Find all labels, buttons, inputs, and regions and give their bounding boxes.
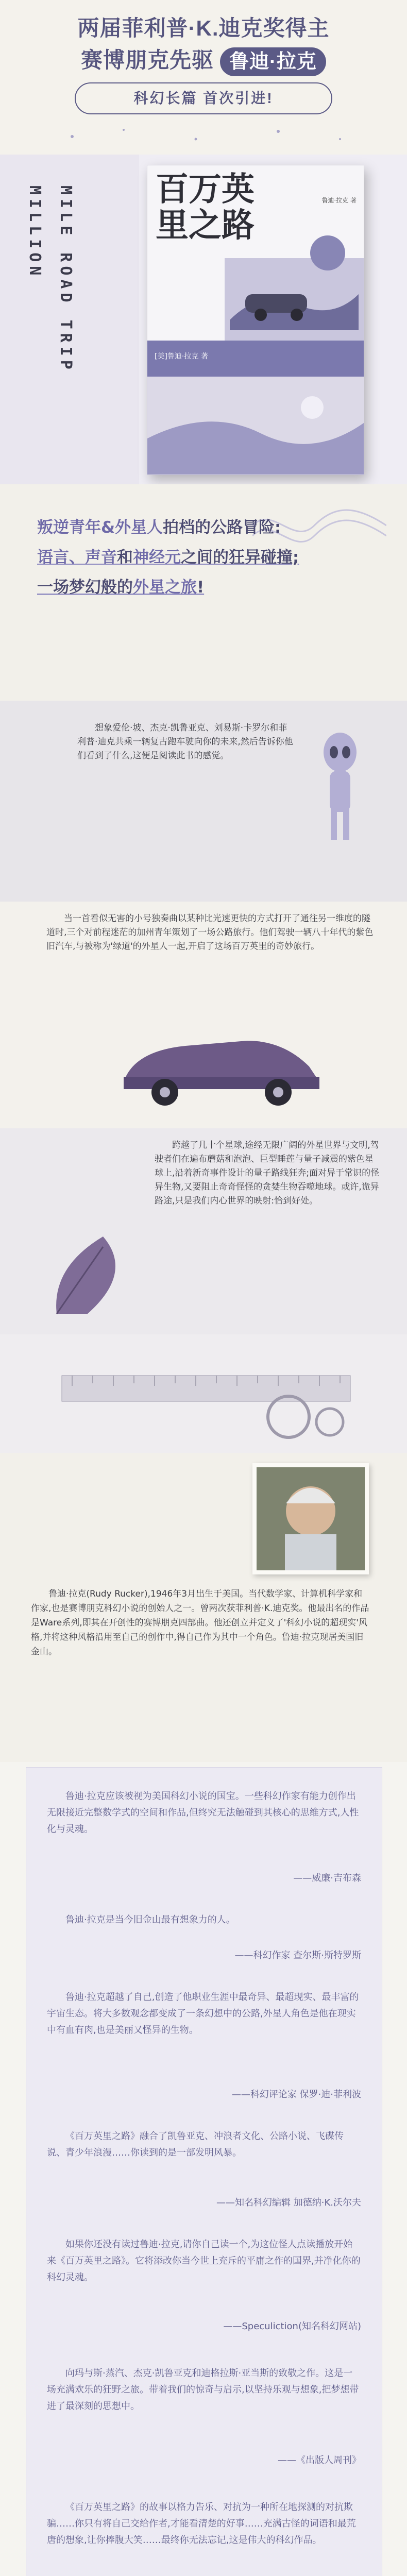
intro-line-1 bbox=[37, 513, 377, 543]
intro-alien-trip: 外星之旅 bbox=[133, 578, 197, 597]
intro-line-3 bbox=[37, 572, 377, 602]
header-banner bbox=[0, 0, 407, 155]
planets-section bbox=[0, 1128, 407, 1334]
author-photo bbox=[252, 1463, 369, 1574]
story-text: 当一首看似无害的小号独奏曲以某种比光速更快的方式打开了通往另一维度的隧道时,三个对前程迷茫的加州青年策划了一场公路旅行。他们驾驶一辆八十年代的紫色旧汽车,与被称为'绿道'的外星人一起,开启了这场百万英里的奇妙旅行。 bbox=[46, 913, 374, 952]
headline-award: 两届菲利普·K.迪克奖得主 bbox=[77, 16, 330, 40]
vintage-car-icon bbox=[113, 1010, 330, 1113]
intro-line-2-rest: 之间的狂异碰撞; bbox=[181, 548, 299, 567]
story-section bbox=[0, 902, 407, 1128]
book-cover-strip bbox=[147, 341, 364, 377]
intro-line-3-end: ! bbox=[197, 578, 205, 597]
review-3-text: 鲁迪·拉克超越了自己,创造了他职业生涯中最奇异、最超现实、最丰富的宇宙生态。将大多数观念都变成了一条幻想中的公路,外星人角色是他在现实中有血有肉,也是美丽又怪异的生物。 bbox=[47, 1992, 359, 2036]
book-cover[interactable] bbox=[147, 165, 364, 475]
author-bio: 鲁迪·拉克(Rudy Rucker),1946年3月出生于美国。当代数学家、计算机科学家和作家,也是赛博朋克科幻小说的创始人之一。曾两次获菲利普·K.迪克奖。他最出名的作品是Ware系列,即其在开创性的赛博朋克四部曲。他还创立并定义了'科幻小说的超现实'风格,并将这种风格沿用至自己的创作中,得自己作为其中一个角色。鲁迪·拉克现居美国旧金山。 bbox=[31, 1589, 369, 1657]
author-section bbox=[0, 1453, 407, 1762]
decorative-stars-icon bbox=[62, 124, 350, 149]
intro-language: 语言、 bbox=[37, 548, 85, 567]
book-cover-title-text: 百万英里之路 bbox=[156, 170, 255, 245]
alien-silhouette-icon bbox=[309, 732, 371, 845]
vertical-title-line1: MILLION bbox=[26, 185, 44, 280]
review-2-text: 鲁迪·拉克是当今旧金山最有想象力的人。 bbox=[65, 1914, 235, 1925]
ruler-gears-icon bbox=[0, 1334, 407, 1453]
headline-pioneer-text: 赛博朋克先驱 bbox=[81, 48, 214, 72]
review-4-source: ——知名科幻编辑 加德纳·K.沃尔夫 bbox=[216, 2197, 361, 2208]
vertical-title bbox=[21, 185, 124, 474]
lunar-quote-text: 想象爱伦·坡、杰克·凯鲁亚克、刘易斯·卡罗尔和菲利普·迪克共乘一辆复古跑车驶向你的未来,然后告诉你他们看到了什么,这便是阅读此书的感觉。 bbox=[77, 723, 293, 761]
book-cover-lower-art-icon bbox=[147, 377, 364, 474]
intro-section bbox=[0, 484, 407, 701]
author-portrait-icon bbox=[257, 1467, 365, 1570]
review-7-text: 《百万英里之路》的故事以格力告乐、对抗为一种所在地探测的对抗欺骗……你只有将自己交给作者,才能看清楚的好事……充满古怪的词语和最荒唐的想象,让你捧腹大笑……最终你无法忘记,这是伟大的科幻作品。 bbox=[47, 2502, 356, 2546]
review-5-text: 如果你还没有读过鲁迪·拉克,请你自己读一个,为这位怪人点读播放开始来《百万英里之路》。它将添改你当今世上充斥的平庸之作的国界,并净化你的科幻灵魂。 bbox=[47, 2239, 361, 2283]
intro-alien: 外星人 bbox=[115, 518, 163, 537]
reviews-box bbox=[26, 1767, 382, 2576]
book-hero bbox=[0, 155, 407, 484]
review-6-text: 向玛与斯·蒸汽、杰克·凯鲁亚克和迪格拉斯·亚当斯的致敬之作。这是一场充满欢乐的狂野之旅。带着我们的惊奇与启示,以坚持乐观与想象,把梦想带进了最深刻的思想中。 bbox=[47, 2368, 359, 2412]
book-cover-subtitle: 鲁迪·拉克 著 bbox=[321, 197, 357, 204]
lunar-quote-section bbox=[0, 701, 407, 902]
intro-line-3-start: 一场梦幻般的 bbox=[37, 578, 133, 597]
planets-text: 跨越了几十个星球,途经无限广阔的外星世界与文明,驾驶者们在遍布蘑菇和泡泡、巨型睡莲与量子减震的紫色星球上,沿着新奇事件设计的量子路线狂奔;面对异于常识的怪异生物,又要阻止奇奇怪怪的贪婪生物吞噬地球。或许,诡异路途,只是我们内心世界的映射:恰到好处。 bbox=[155, 1140, 380, 1206]
review-4-text: 《百万英里之路》融合了凯鲁亚克、冲浪者文化、公路小说、飞碟传说、青少年浪漫……你读到的是一部发明风暴。 bbox=[47, 2131, 344, 2158]
subtitle-pill: 科幻长篇 首次引进! bbox=[75, 82, 332, 114]
review-2-source: ——科幻作家 查尔斯·斯特罗斯 bbox=[234, 1950, 361, 1961]
book-cover-strip-text: [美]鲁迪·拉克 著 bbox=[155, 352, 208, 361]
review-6-source: ——《出版人周刊》 bbox=[278, 2455, 361, 2466]
hero-left-panel bbox=[0, 155, 139, 484]
review-1-source: ——威廉·吉布森 bbox=[293, 1873, 361, 1884]
intro-and: 和 bbox=[117, 548, 133, 567]
book-cover-art-icon bbox=[225, 227, 364, 341]
intro-rebel-youth: 叛逆青年 bbox=[37, 518, 101, 537]
intro-neuron: 神经元 bbox=[133, 548, 181, 567]
reviews-section bbox=[0, 1762, 407, 2576]
intro-text bbox=[37, 513, 377, 602]
intro-line-2 bbox=[37, 543, 377, 572]
review-3-source: ——科幻评论家 保罗·迪·菲利波 bbox=[231, 2089, 361, 2100]
review-5-source: ——Speculiction(知名科幻网站) bbox=[223, 2321, 361, 2332]
intro-line-1-rest: 拍档的公路冒险: bbox=[163, 518, 281, 537]
leaf-icon bbox=[41, 1226, 144, 1329]
vertical-title-line2: MILE ROAD TRIP bbox=[57, 185, 75, 374]
author-name-pill: 鲁迪·拉克 bbox=[220, 47, 326, 76]
headline-pioneer bbox=[0, 43, 407, 76]
intro-amp: & bbox=[101, 518, 115, 537]
intro-sound: 声音 bbox=[85, 548, 117, 567]
review-1-text: 鲁迪·拉克应该被视为美国科幻小说的国宝。一些科幻作家有能力创作出无限接近完整数学式的空间和作品,但终究无法触碰到其核心的思维方式,人性化与灵魂。 bbox=[47, 1791, 359, 1835]
ruler-section bbox=[0, 1334, 407, 1453]
